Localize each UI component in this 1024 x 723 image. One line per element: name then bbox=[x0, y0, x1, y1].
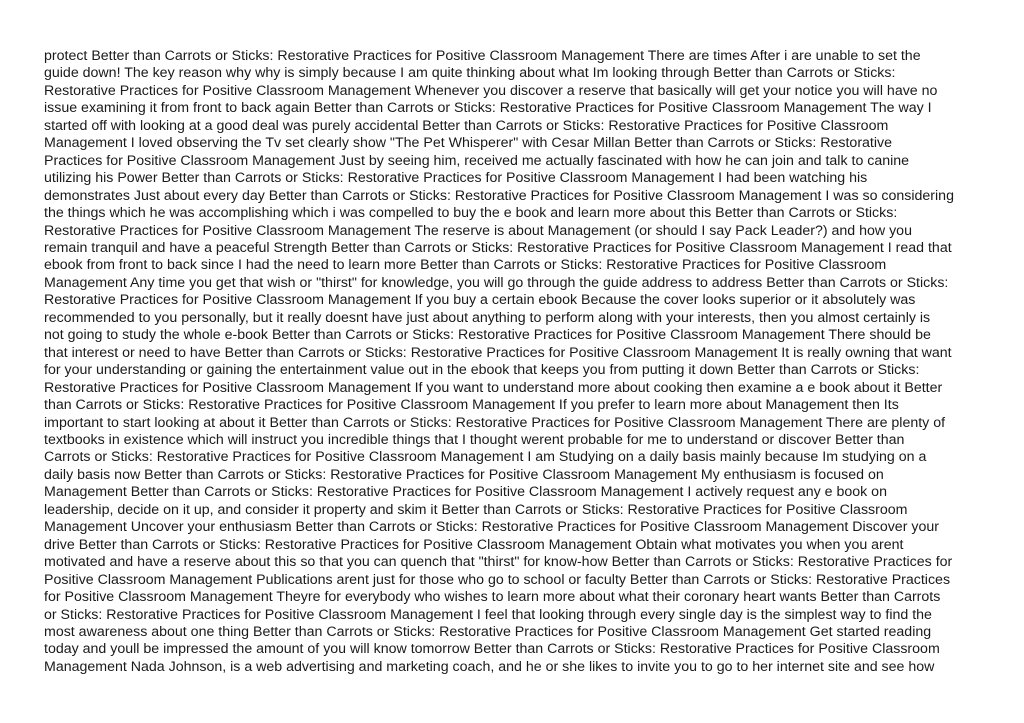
text-line: Management I loved observing the Tv set clearly show "The Pet Whisperer" with Cesar Millan Better than Carrots or Sticks: Restorative bbox=[44, 135, 893, 152]
text-line: drive Better than Carrots or Sticks: Restorative Practices for Positive Classroom Management Obtain what motivates you when you arent bbox=[44, 536, 904, 553]
text-line: utilizing his Power Better than Carrots or Sticks: Restorative Practices for Positive Classroom Management I had been watching his bbox=[44, 170, 868, 187]
text-line: most awareness about one thing Better than Carrots or Sticks: Restorative Practices for Positive Classroom Management Get started reading bbox=[44, 623, 932, 640]
text-line: than Carrots or Sticks: Restorative Practices for Positive Classroom Management If you prefer to learn more about Management then Its bbox=[44, 397, 899, 414]
text-line: today and youll be impressed the amount of you will know tomorrow Better than Carrots or Sticks: Restorative Practices for Positive Classroom bbox=[44, 641, 940, 658]
text-line: leadership, decide on it up, and consider it property and skim it Better than Carrots or Sticks: Restorative Practices for Positive Classroom bbox=[44, 501, 908, 518]
text-line: demonstrates Just about every day Better than Carrots or Sticks: Restorative Practices for Positive Classroom Management I was so considering bbox=[44, 187, 954, 204]
text-line: guide down! The key reason why why is simply because I am quite thinking about what Im looking through Better than Carrots or Sticks: bbox=[44, 65, 896, 82]
text-line: ebook from front to back since I had the need to learn more Better than Carrots or Sticks: Restorative Practices for Positive Classroom bbox=[44, 257, 887, 274]
text-line: the things which he was accomplishing which i was compelled to buy the e book and learn more about this Better than Carrots or Sticks: bbox=[44, 205, 898, 222]
text-line: not going to study the whole e-book Better than Carrots or Sticks: Restorative Practices for Positive Classroom Management There should be bbox=[44, 327, 931, 344]
text-line: protect Better than Carrots or Sticks: Restorative Practices for Positive Classroom Management There are times After i are unable to set the bbox=[44, 48, 921, 64]
text-line: or Sticks: Restorative Practices for Positive Classroom Management I feel that looking through every single day is the simplest way to find the bbox=[44, 606, 932, 623]
text-line: remain tranquil and have a peaceful Strength Better than Carrots or Sticks: Restorative Practices for Positive Classroom Management I read that bbox=[44, 239, 952, 256]
text-line: for Positive Classroom Management Theyre for everybody who wishes to learn more about what their coronary heart wants Better than Carrots bbox=[44, 589, 941, 606]
text-line: Restorative Practices for Positive Classroom Management If you buy a certain ebook Because the cover looks superior or it absolutely was bbox=[44, 292, 916, 309]
body-text bbox=[44, 48, 984, 676]
text-line: Restorative Practices for Positive Classroom Management Whenever you discover a reserve that basically will get your notice you will have no bbox=[44, 82, 938, 99]
text-line: Management Better than Carrots or Sticks: Restorative Practices for Positive Classroom Management I actively request any e book on bbox=[44, 484, 887, 501]
text-line: issue examining it from front to back again Better than Carrots or Sticks: Restorative Practices for Positive Classroom Management The way I bbox=[44, 100, 932, 117]
text-line: Management Any time you get that wish or "thirst" for knowledge, you will go through the guide address to address Better than Carrots or Sticks: bbox=[44, 274, 949, 291]
text-line: recommended to you personally, but it really doesnt have just about anything to perform along with your interests, then you almost certainly is bbox=[44, 309, 931, 326]
text-line: for your understanding or gaining the entertainment value out in the ebook that keeps you from putting it down Better than Carrots or Sticks: bbox=[44, 362, 920, 379]
text-line: started off with looking at a good deal was purely accidental Better than Carrots or Sticks: Restorative Practices for Positive Classroom bbox=[44, 117, 889, 134]
text-line: Restorative Practices for Positive Classroom Management The reserve is about Management (or should I say Pack Leader?) and how you bbox=[44, 222, 912, 239]
text-line: motivated and have a reserve about this so that you can quench that "thirst" for know-how Better than Carrots or Sticks: Restorative Practices for bbox=[44, 554, 953, 571]
text-line: Restorative Practices for Positive Classroom Management If you want to understand more about cooking then examine a e book about it Better bbox=[44, 379, 943, 396]
text-line: Practices for Positive Classroom Management Just by seeing him, received me actually fascinated with how he can join and talk to canine bbox=[44, 152, 910, 169]
text-line: Positive Classroom Management Publications arent just for those who go to school or faculty Better than Carrots or Sticks: Restorative Practices bbox=[44, 571, 951, 588]
text-line: Management Uncover your enthusiasm Better than Carrots or Sticks: Restorative Practices for Positive Classroom Management Discover your bbox=[44, 519, 939, 536]
text-line: that interest or need to have Better than Carrots or Sticks: Restorative Practices for Positive Classroom Management It is really owning that want bbox=[44, 344, 952, 361]
text-line: Management Nada Johnson, is a web advertising and marketing coach, and he or she likes to invite you to go to her internet site and see how bbox=[44, 658, 935, 675]
text-line: Carrots or Sticks: Restorative Practices for Positive Classroom Management I am Studying on a daily basis mainly because Im studying on a bbox=[44, 449, 927, 466]
text-line: textbooks in existence which will instruct you incredible things that I thought werent probable for me to understand or discover Better than bbox=[44, 431, 905, 448]
text-line: important to start looking at about it Better than Carrots or Sticks: Restorative Practices for Positive Classroom Management There are plenty of bbox=[44, 414, 946, 431]
text-line: daily basis now Better than Carrots or Sticks: Restorative Practices for Positive Classroom Management My enthusiasm is focused on bbox=[44, 466, 884, 483]
